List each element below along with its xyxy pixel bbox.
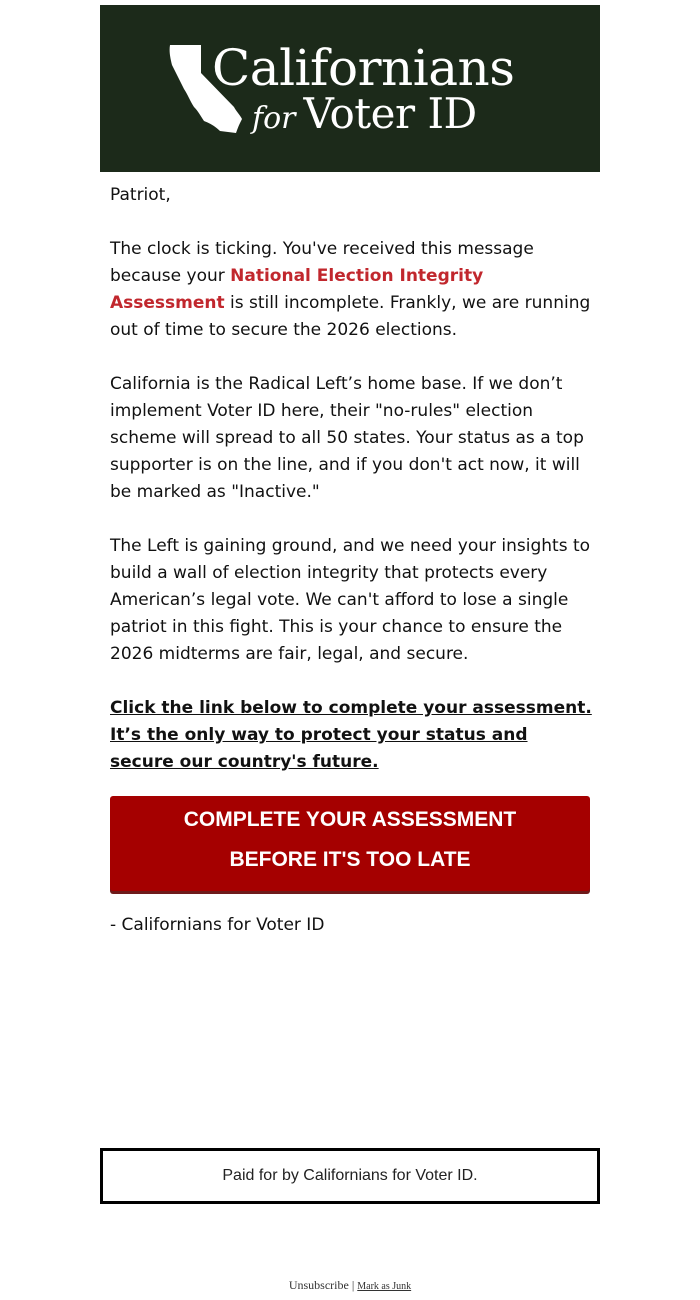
paid-for-disclaimer: Paid for by Californians for Voter ID.: [100, 1148, 600, 1204]
cta-link-text[interactable]: Click the link below to complete your assessment. It’s the only way to protect your status and secure our country's future.: [110, 698, 592, 772]
footer-separator: |: [351, 1278, 355, 1292]
greeting: Patriot,: [110, 185, 171, 205]
unsubscribe-link[interactable]: Unsubscribe: [288, 1278, 349, 1292]
paragraph-california: California is the Radical Left’s home base. If we don’t implement Voter ID here, their "no-rules" election scheme will spread to all 50 states. Your status as a top supporter is on the line, and if you don't act now, it will be marked as "Inactive.": [110, 374, 584, 502]
assessment-link[interactable]: National Election Integrity Assessment: [110, 266, 484, 313]
email-body: [110, 182, 592, 803]
header-banner: [100, 5, 600, 172]
signoff: - Californians for Voter ID: [110, 915, 325, 935]
paragraph-left-gaining: The Left is gaining ground, and we need your insights to build a wall of election integrity that protects every American’s legal vote. We can't afford to lose a single patriot in this fight. This is your chance to ensure the 2026 midterms are fair, legal, and secure.: [110, 536, 591, 664]
paragraph-1-start: The clock is ticking. You've received this message because your: [110, 239, 534, 286]
complete-assessment-button[interactable]: COMPLETE YOUR ASSESSMENT BEFORE IT'S TOO LATE: [110, 796, 590, 891]
logo-title: Californians: [212, 39, 515, 97]
logo-voter-id: Voter ID: [303, 89, 477, 138]
paragraph-1-end: is still incomplete. Frankly, we are running out of time to secure the 2026 elections.: [110, 293, 591, 340]
logo-for: for: [252, 101, 296, 136]
footer: [0, 1278, 700, 1293]
logo-subtitle: [252, 89, 477, 148]
mark-as-junk-link[interactable]: Mark as Junk: [357, 1281, 412, 1292]
paragraph-clock-ticking: [110, 236, 592, 344]
